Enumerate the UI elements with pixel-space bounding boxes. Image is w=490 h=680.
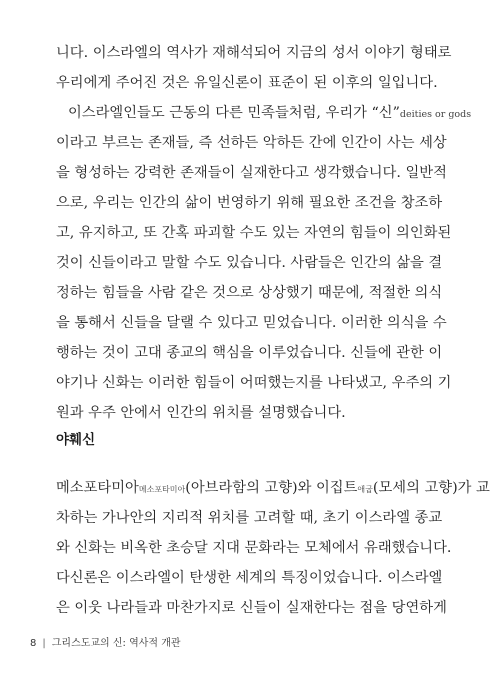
para3-line-1-end: (모세의 고향)가 교 <box>372 480 490 496</box>
running-title: 그리스도교의 신: 역사적 개관 <box>51 638 181 649</box>
para2-line-1-text: 이스라엘인들도 근동의 다른 민족들처럼, 우리가 “신” <box>68 105 400 121</box>
para2-line-2: 이라고 부르는 존재들, 즉 선하든 악하든 간에 인간이 사는 세상 <box>56 135 447 151</box>
section-heading: 야훼신 <box>56 432 96 448</box>
para2-line-7: 정하는 힘들을 사람 같은 것으로 상상했기 때문에, 적절한 의식 <box>56 285 443 301</box>
para2-line-6: 것이 신들이라고 말할 수도 있습니다. 사람들은 인간의 삶을 결 <box>56 255 443 271</box>
footer-separator: | <box>42 638 46 649</box>
para2-line-9: 행하는 것이 고대 종교의 핵심을 이루었습니다. 신들에 관한 이 <box>56 345 443 361</box>
para3-line-1-mid: (아브라함의 고향)와 이집트 <box>185 480 358 496</box>
para3-line-4: 다신론은 이스라엘이 탄생한 세계의 특징이었습니다. 이스라엘 <box>56 570 443 586</box>
para2-line-10: 야기나 신화는 이러한 힘들이 어떠했는지를 나타냈고, 우주의 기 <box>56 375 452 391</box>
para3-line-2: 차하는 가나안의 지리적 위치를 고려할 때, 초기 이스라엘 종교 <box>56 510 443 526</box>
para2-line-8: 을 통해서 신들을 달랠 수 있다고 믿었습니다. 이러한 의식을 수 <box>56 315 447 331</box>
mesopotamia-term: 메소포타미아 <box>56 480 139 496</box>
para2-line-5: 고, 유지하고, 또 간혹 파괴할 수도 있는 자연의 힘들이 의인화된 <box>56 225 452 241</box>
para3-line-1 <box>56 478 490 500</box>
page-footer <box>30 634 181 649</box>
para2-line-3: 을 형성하는 강력한 존재들이 실재한다고 생각했습니다. 일반적 <box>56 165 447 181</box>
para1-line-2: 우리에게 주어진 것은 유일신론이 표준이 된 이후의 일입니다. <box>56 75 438 91</box>
para3-line-3: 와 신화는 비옥한 초승달 지대 문화라는 모체에서 유래했습니다. <box>56 540 452 556</box>
deities-gloss: deities or gods <box>399 109 472 120</box>
para2-line-1 <box>68 103 471 125</box>
para2-line-4: 으로, 우리는 인간의 삶이 번영하기 위해 필요한 조건을 창조하 <box>56 195 443 211</box>
page-number: 8 <box>30 638 37 649</box>
para1-line-1: 니다. 이스라엘의 역사가 재해석되어 지금의 성서 이야기 형태로 <box>56 45 452 61</box>
mesopotamia-gloss: 메소포타미아 <box>138 485 186 494</box>
egypt-gloss: 애굽 <box>357 485 373 494</box>
para2-line-11: 원과 우주 안에서 인간의 위치를 설명했습니다. <box>56 405 346 421</box>
para3-line-5: 은 이웃 나라들과 마찬가지로 신들이 실재한다는 점을 당연하게 <box>56 600 447 616</box>
